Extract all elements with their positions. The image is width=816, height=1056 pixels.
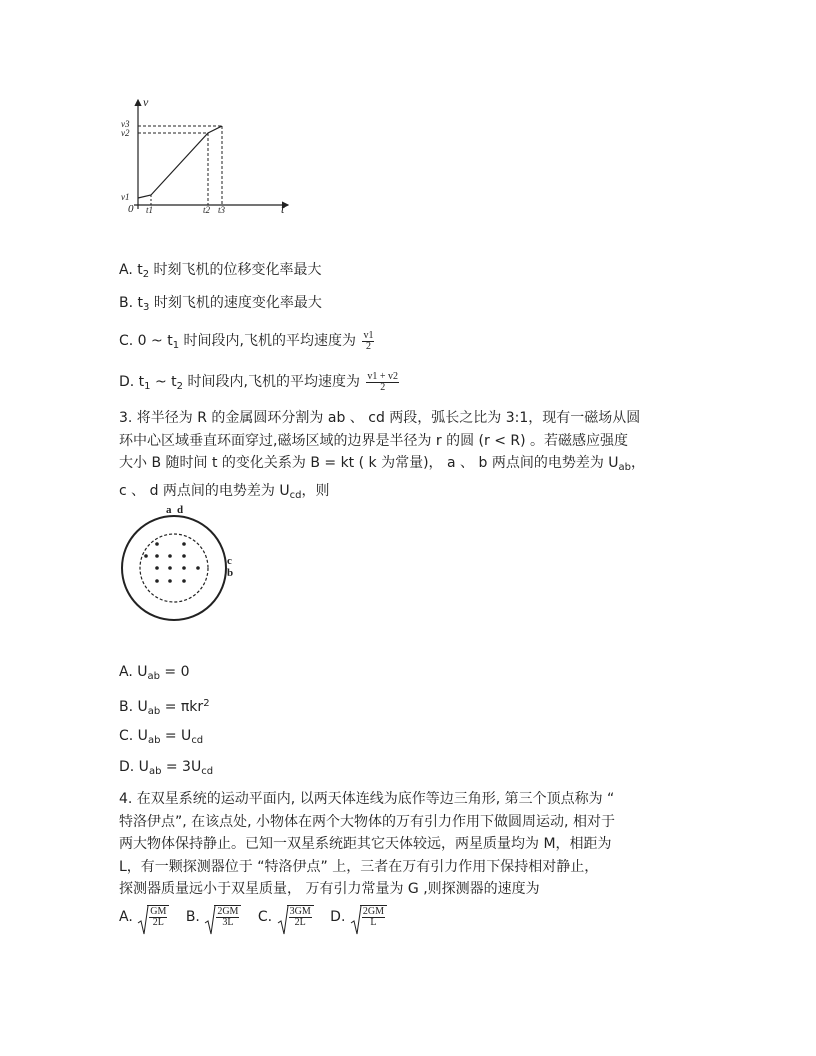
field-dots	[144, 542, 200, 583]
q2-option-a[interactable]: A. $t_2$ 时刻飞机的位移变化率最大	[119, 262, 322, 280]
q3-line-4: c 、 d 两点间的电势差为 $U_{cd}$，则	[119, 482, 330, 501]
sqrt-2gm-over-l: $\frac{2GM}{L}$	[350, 905, 387, 928]
q2-option-b[interactable]: B. $t_3$ 时刻飞机的速度变化率最大	[119, 295, 322, 313]
v-axis-label: v	[143, 95, 149, 109]
question-4	[119, 788, 709, 901]
q4-line-5: 探测器质量远小于双星质量， 万有引力常量为 G ,则探测器的速度为	[119, 881, 540, 897]
question-3	[119, 407, 709, 507]
q3-line-2: 环中心区域垂直环面穿过,磁场区域的边界是半径为 r 的圆 (r < R) 。若磁感应强度	[119, 432, 629, 449]
q4-line-3: 两大物体保持静止。已知一双星系统距其它天体较远，两星质量均为 M，相距为	[119, 836, 612, 852]
q4-options-row	[119, 905, 387, 928]
velocity-curve	[138, 126, 222, 198]
q4-option-d[interactable]: D. $\frac{2GM}{L}$	[330, 909, 387, 925]
fraction-v1-plus-v2-over-2: $\frac{v1 + v2}{2}$	[367, 370, 399, 393]
v3-label: v3	[121, 119, 130, 129]
q4-line-4: L，有一颗探测器位于 “特洛伊点” 上，三者在万有引力作用下保持相对静止，	[119, 858, 599, 875]
metal-ring	[122, 516, 226, 620]
velocity-time-graph	[118, 95, 298, 220]
point-d-label: d	[177, 504, 184, 516]
q4-option-b[interactable]: B. $\frac{2GM}{3L}$	[186, 909, 246, 925]
point-b-label: b	[227, 567, 234, 579]
t1-label: t1	[146, 205, 154, 215]
q4-option-c[interactable]: C. $\frac{3GM}{2L}$	[258, 909, 318, 925]
point-c-label: c	[227, 555, 232, 567]
t3-label: t3	[218, 205, 226, 215]
q3-option-c[interactable]: C. $U_{ab} = U_{cd}$	[119, 728, 204, 746]
q3-option-a[interactable]: A. $U_{ab} = 0$	[119, 664, 190, 682]
sqrt-gm-over-2l: $\frac{GM}{2L}$	[137, 905, 169, 928]
q2-option-d[interactable]: D. $t_1$ ~ $t_2$ 时间段内,飞机的平均速度为 $\frac{v1 + v2}{2}$	[119, 370, 399, 393]
origin-label: 0	[128, 203, 134, 215]
q2-option-c[interactable]: C. 0 ~ $t_1$ 时间段内,飞机的平均速度为 $\frac{v1}{2}$	[119, 329, 374, 352]
q3-option-d[interactable]: D. $U_{ab} = 3U_{cd}$	[119, 759, 214, 777]
v1-label: v1	[121, 192, 130, 202]
q4-line-1: 4. 在双星系统的运动平面内, 以两天体连线为底作等边三角形, 第三个顶点称为 “	[119, 791, 615, 807]
q4-option-a[interactable]: A. $\frac{GM}{2L}$	[119, 909, 174, 925]
point-a-label: a	[166, 504, 172, 516]
q4-line-2: 特洛伊点”, 在该点处, 小物体在两个大物体的万有引力作用下做圆周运动, 相对于	[119, 813, 615, 830]
q3-option-b[interactable]: B. $U_{ab} = \pi kr^2$	[119, 698, 210, 717]
sqrt-3gm-over-2l: $\frac{3GM}{2L}$	[277, 905, 314, 928]
sqrt-2gm-over-3l: $\frac{2GM}{3L}$	[204, 905, 241, 928]
t-axis-label: t	[281, 202, 285, 216]
q3-line-3: 大小 B 随时间 t 的变化关系为 B = kt ( k 为常量)， a 、 b 两点间的电势差为 $U_{ab}$，	[119, 455, 646, 473]
t2-label: t2	[203, 205, 211, 215]
q3-line-1: 3. 将半径为 R 的金属圆环分割为 ab 、 cd 两段，弧长之比为 3:1，现有一磁场从圆	[119, 410, 641, 426]
fraction-v1-over-2: $\frac{v1}{2}$	[363, 329, 374, 352]
v2-label: v2	[121, 128, 130, 138]
